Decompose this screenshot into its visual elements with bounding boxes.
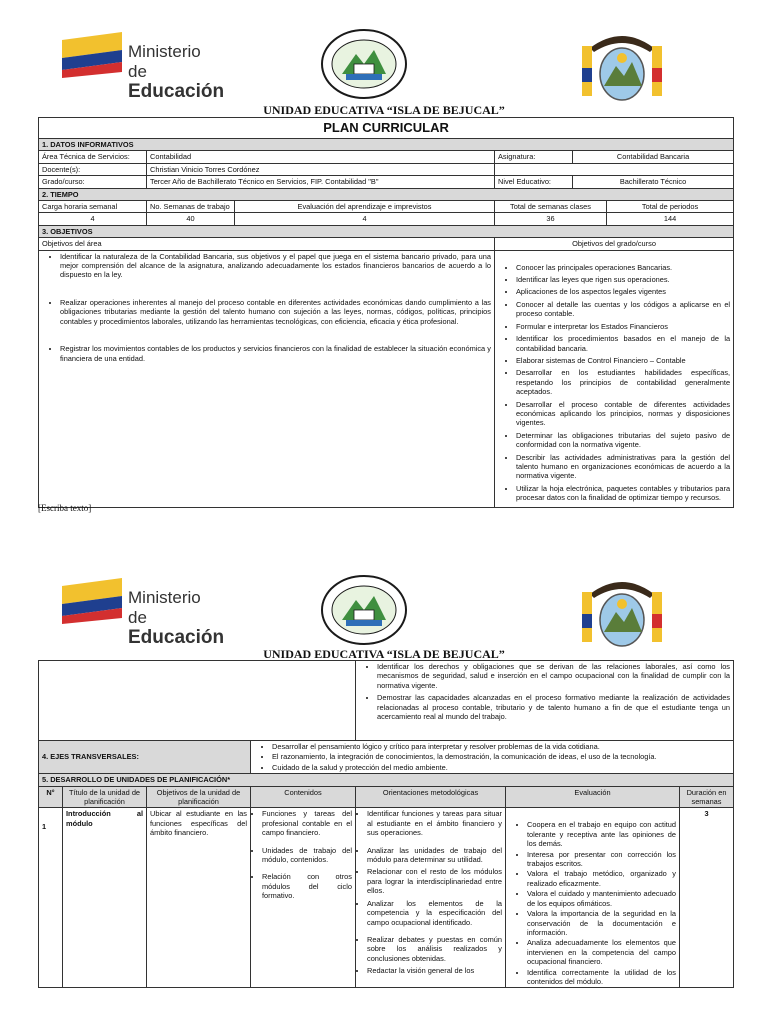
plan-table-page1 [38,117,734,508]
list-item: • Analiza adecuadamente los elementos que intervienen en la competencia del campo ocupacional financiero. [527,938,676,966]
list-item: • Desarrollar el proceso contable de diferentes actividades económicas aplicando los principios, normas y disposiciones vigentes. [516,400,730,428]
ministry-line2-bold: Educación [128,627,225,648]
asignatura-label: Asignatura: [495,151,573,163]
list-item: • Conocer las principales operaciones Bancarias. [516,263,730,272]
docente-empty [495,163,734,175]
unit-header: N° [39,786,63,808]
docente-label: Docente(s): [39,163,147,175]
list-item: • Identificar la naturaleza de la Contabilidad Bancaria, sus objetivos y el papel que juega en el sistema bancario privado, para una mejor comprensión del alcance de la asignatura, analizando adecuadamente los estados financieros bancarios de acuerdo a lo dispuesto en la ley. [60,252,491,280]
continued-objectives-list [359,662,730,721]
obj-grade-label: Objetivos del grado/curso [495,238,734,250]
time-value: 4 [235,213,495,225]
list-item: • Valora el trabajo metódico, organizado y realizado eficazmente. [527,869,676,888]
ministry-logo [62,578,242,648]
unit-methods-list [359,809,502,975]
ministry-flag-icon [62,32,122,78]
list-item: • Utilizar la hoja electrónica, paquetes contables y tributarios para procesar datos con la finalidad de optimizar tiempo y recursos. [516,484,730,503]
ministry-line2-prefix: de [128,62,147,81]
list-item: • Relacionar con el resto de los módulos para lograr la interdisciplinariedad entre ellos. [367,867,502,895]
ministry-logo [62,32,242,102]
list-item: • Identificar funciones y tareas para situar al estudiante en el ámbito financiero y sus operaciones. [367,809,502,837]
section-desarrollo-unidades: 5. DESARROLLO DE UNIDADES DE PLANIFICACIÓN* [39,774,734,786]
time-header: Carga horaria semanal [39,201,147,213]
unit-title: Introducción al módulo [63,808,147,988]
unit-header: Evaluación [506,786,680,808]
unit-evaluation-cell [506,808,680,988]
list-item: • Aplicaciones de los aspectos legales vigentes [516,287,730,296]
unit-header: Objetivos de la unidad de planificación [147,786,251,808]
list-item: • Identificar los procedimientos basados en el manejo de la contabilidad bancaria. [516,334,730,353]
list-item: • Cuidado de la salud y protección del medio ambiente. [272,763,730,772]
unit-contents-list [254,809,352,900]
time-value: 4 [39,213,147,225]
unit-header: Duración en semanas [680,786,734,808]
ministry-line1: Ministerio [128,588,201,607]
ministry-flag-icon [62,578,122,624]
time-value: 144 [607,213,734,225]
ministry-wordmark [128,42,242,102]
page2-school-title: UNIDAD EDUCATIVA “ISLA DE BEJUCAL” [263,647,505,661]
ecuador-coat-of-arms-icon [580,28,664,110]
time-header: Total de semanas clases [495,201,607,213]
list-item: • Analizar los elementos de la competencia y la especificación del campo ocupacional identificado. [367,899,502,927]
footer-placeholder-text: [Escriba texto] [38,503,92,513]
asignatura-value: Contabilidad Bancaria [573,151,734,163]
school-seal-icon [320,28,408,100]
list-item: • Funciones y tareas del profesional contable en el campo financiero. [262,809,352,837]
page1-school-title: UNIDAD EDUCATIVA “ISLA DE BEJUCAL” [263,103,505,117]
unit-header: Contenidos [251,786,356,808]
ejes-cell [251,741,734,774]
nivel-value: Bachillerato Técnico [573,176,734,188]
list-item: • Redactar la visión general de los [367,966,502,975]
list-item: • Analizar las unidades de trabajo del módulo para determinar su utilidad. [367,846,502,865]
list-item: • Realizar debates y puestas en común sobre los análisis realizados y conclusiones obtenidas. [367,935,502,963]
list-item: • Identifica correctamente la utilidad de los contenidos del módulo. [527,968,676,987]
ministry-wordmark [128,588,242,648]
list-item: • Identificar los derechos y obligaciones que se derivan de las relaciones laborales, así como los mecanismos de seguridad, salud e inserción en el campo ocupacional con la finalidad de cumplir con la normativa vigente. [377,662,730,690]
ministry-line2-bold: Educación [128,81,225,102]
list-item: • Describir las actividades administrativas para la gestión del talento humano en organizaciones económicas de acuerdo a la normativa vigente. [516,453,730,481]
list-item: • Interesa por presentar con corrección los trabajos escritos. [527,850,676,869]
ejes-list [254,742,730,772]
area-objectives-cell [39,250,495,507]
list-item: • Realizar operaciones inherentes al manejo del proceso contable en diferentes actividades económicas dando cumplimiento a las obligaciones tributarias mediante la gestión del talento humano con sujeción a las leyes, normas, códigos, políticas, principios contables y procedimientos laborales, utilizando las herramientas tecnológicas, con eficiencia, eficacia y ética profesional. [60,298,491,326]
grado-label: Grado/curso: [39,176,147,188]
section-datos-informativos: 1. DATOS INFORMATIVOS [39,139,734,151]
section-tiempo: 2. TIEMPO [39,188,734,200]
ministry-line2-prefix: de [128,608,147,627]
list-item: • Conocer al detalle las cuentas y los códigos a aplicarse en el proceso contable. [516,300,730,319]
unit-duration: 3 [680,808,734,988]
unit-methods-cell [356,808,506,988]
time-header: Total de periodos [607,201,734,213]
unit-evaluation-list [509,820,676,986]
unit-header: Título de la unidad de planificación [63,786,147,808]
list-item: • Elaborar sistemas de Control Financiero – Contable [516,356,730,365]
list-item: • Determinar las obligaciones tributarias del sujeto pasivo de conformidad con la normativa vigente. [516,431,730,450]
list-item: • Valora la importancia de la seguridad en la conservación de la documentación e información. [527,909,676,937]
list-item: • Desarrollar en los estudiantes habilidades específicas, respetando los principios de contabilidad generalmente aceptados. [516,368,730,396]
area-objectives-list [42,252,491,363]
list-item: • Coopera en el trabajo en equipo con actitud tolerante y receptiva ante las opiniones de los demás. [527,820,676,848]
section-ejes-transversales: 4. EJES TRANSVERSALES: [39,741,251,774]
grade-objectives-list [498,263,730,503]
plan-table-page2 [38,660,734,988]
area-value: Contabilidad [147,151,495,163]
docente-value: Christian Vinicio Torres Cordónez [147,163,495,175]
unit-objective: Ubicar al estudiante en las funciones específicas del ámbito financiero. [147,808,251,988]
list-item: • El razonamiento, la integración de conocimientos, la demostración, la comunicación de ideas, el uso de la tecnología. [272,752,730,761]
grado-value: Tercer Año de Bachillerato Técnico en Servicios, FIP. Contabilidad "B" [147,176,495,188]
time-value: 36 [495,213,607,225]
unit-header: Orientaciones metodológicas [356,786,506,808]
list-item: • Formular e interpretar los Estados Financieros [516,322,730,331]
list-item: • Registrar los movimientos contables de los productos y servicios financieros con la finalidad de establecer la situación económica y financiera de una entidad. [60,344,491,363]
list-item: • Demostrar las capacidades alcanzadas en el proceso formativo mediante la realización de actividades relacionadas al proceso contable, tributario y de talento humano a fin de que el estudiante tenga un acercamiento real al mundo del trabajo. [377,693,730,721]
continued-objectives-cell [356,661,734,741]
list-item: • Desarrollar el pensamiento lógico y crítico para interpretar y resolver problemas de la vida cotidiana. [272,742,730,751]
list-item: • Relación con otros módulos del ciclo formativo. [262,872,352,900]
ministry-line1: Ministerio [128,42,201,61]
unit-number: 1 [39,808,63,988]
ecuador-coat-of-arms-icon [580,574,664,656]
grade-objectives-cell [495,250,734,507]
area-label: Área Técnica de Servicios: [39,151,147,163]
list-item: • Valora el cuidado y mantenimiento adecuado de los equipos ofimáticos. [527,889,676,908]
continued-left-empty [39,661,356,741]
time-header: Evaluación del aprendizaje e imprevistos [235,201,495,213]
unit-contents-cell [251,808,356,988]
time-value: 40 [147,213,235,225]
school-seal-icon [320,574,408,646]
nivel-label: Nivel Educativo: [495,176,573,188]
section-objetivos: 3. OBJETIVOS [39,225,734,237]
obj-area-label: Objetivos del área [39,238,495,250]
list-item: • Identificar las leyes que rigen sus operaciones. [516,275,730,284]
plan-title: PLAN CURRICULAR [39,118,734,139]
table-row [39,808,734,988]
list-item: • Unidades de trabajo del módulo, contenidos. [262,846,352,865]
time-header: No. Semanas de trabajo [147,201,235,213]
